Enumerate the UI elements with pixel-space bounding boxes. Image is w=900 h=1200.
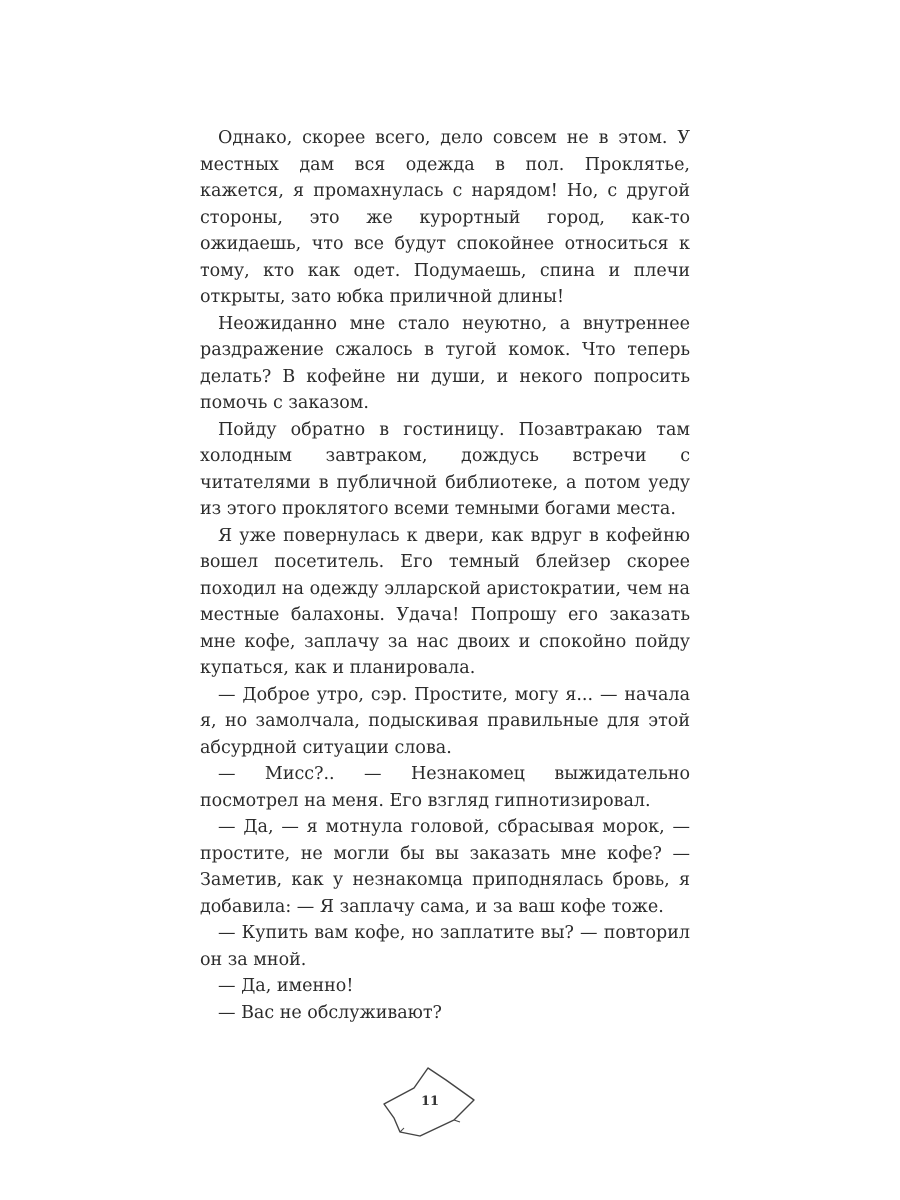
paragraph: — Да, именно!: [218, 976, 354, 996]
paragraph: Неожиданно мне стало неуютно, а внутреннее раздражение сжалось в тугой комок. Что теперь делать? В кофейне ни души, и некого попросить помочь с заказом.: [200, 313, 690, 413]
page-folio: [380, 1060, 480, 1140]
body-text: [200, 125, 690, 1026]
paragraph: — Мисс?.. — Незнакомец выжидательно посмотрел на меня. Его взгляд гипнотизировал.: [200, 764, 690, 811]
paragraph: Однако, скорее всего, дело совсем не в этом. У местных дам вся одежда в пол. Проклятье, кажется, я промахнулась с нарядом! Но, с другой стороны, это же курортный город, как-то ожидаешь, что все будут спокойнее относиться к тому, кто как одет. Подумаешь, спина и плечи открыты, зато юбка приличной длины!: [200, 128, 690, 307]
paragraph: — Доброе утро, сэр. Простите, могу я... — начала я, но замолчала, подыскивая правильные для этой абсурдной ситуации слова.: [200, 684, 690, 758]
paragraph: Я уже повернулась к двери, как вдруг в кофейню вошел посетитель. Его темный блейзер скорее походил на одежду элларской аристократии, чем на местные балахоны. Удача! Попрошу его заказать мне кофе, заплачу за нас двоих и спокойно пойду купаться, как и планировала.: [200, 525, 690, 678]
page-number: 11: [420, 1094, 440, 1109]
paragraph: — Купить вам кофе, но заплатите вы? — повторил он за мной.: [200, 923, 690, 970]
paragraph: — Вас не обслуживают?: [218, 1002, 442, 1023]
paragraph: — Да, — я мотнула головой, сбрасывая морок, — простите, не могли бы вы заказать мне кофе? — Заметив, как у незнакомца приподнялась бровь, я добавила: — Я заплачу сама, и за ваш кофе тоже.: [200, 817, 690, 917]
paragraph: Пойду обратно в гостиницу. Позавтракаю там холодным завтраком, дождусь встречи с читателями в публичной библиотеке, а потом уеду из этого проклятого всеми темными богами места.: [200, 419, 690, 519]
